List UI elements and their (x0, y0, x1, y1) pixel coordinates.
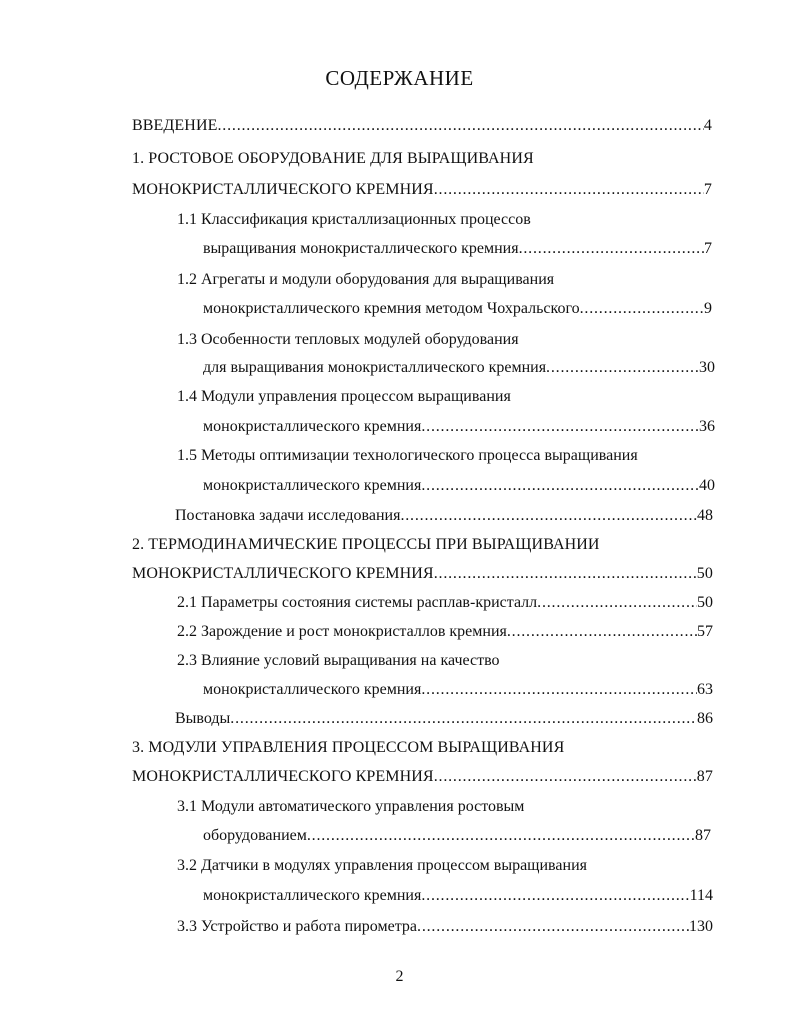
toc-entry-section-2-2 (177, 620, 713, 644)
toc-entry-text: 1. РОСТОВОЕ ОБОРУДОВАНИЕ ДЛЯ ВЫРАЩИВАНИЯ (132, 150, 534, 167)
toc-entry-page: 86 (697, 710, 713, 727)
toc-entry-chapter-1-heading (132, 147, 534, 171)
toc-entry-page: 130 (689, 918, 713, 935)
toc-leader-dots (421, 678, 697, 702)
toc-entry-page: 87 (696, 768, 713, 785)
toc-entry-section-3-1-heading (177, 795, 524, 819)
toc-entry-text: 1.5 Методы оптимизации технологического процесса выращивания (177, 447, 638, 464)
toc-entry-chapter-3 (132, 765, 713, 789)
toc-entry-section-1-4 (203, 415, 715, 439)
toc-entry-text: 2.2 Зарождение и рост монокристаллов кремния (177, 623, 507, 640)
toc-entry-text: МОНОКРИСТАЛЛИЧЕСКОГО КРЕМНИЯ (132, 181, 434, 198)
toc-entry-page: 63 (697, 681, 713, 698)
toc-entry-text: 1.3 Особенности тепловых модулей оборудования (177, 331, 519, 348)
toc-entry-text: монокристаллического кремния (203, 477, 422, 494)
toc-entry-text: 3.2 Датчики в модулях управления процессом выращивания (177, 857, 587, 874)
toc-entry-section-1-2 (203, 297, 712, 321)
toc-entry-text: 1.2 Агрегаты и модули оборудования для выращивания (177, 271, 555, 288)
toc-entry-page: 50 (697, 594, 713, 611)
toc-entry-section-1-1 (203, 237, 712, 261)
toc-leader-dots (507, 620, 697, 644)
toc-entry-page: 48 (697, 507, 713, 524)
toc-entry-page: 40 (699, 477, 715, 494)
toc-entry-text: монокристаллического кремния (203, 681, 422, 698)
toc-entry-text: 3.3 Устройство и работа пирометра (177, 918, 418, 935)
toc-entry-text: для выращивания монокристаллического кремния (203, 359, 547, 376)
page-title: СОДЕРЖАНИЕ (325, 66, 474, 90)
toc-entry-text: 3. МОДУЛИ УПРАВЛЕНИЯ ПРОЦЕССОМ ВЫРАЩИВАНИЯ (132, 739, 565, 756)
toc-entry-text: МОНОКРИСТАЛЛИЧЕСКОГО КРЕМНИЯ (132, 768, 434, 785)
toc-entry-section-3-2-heading (177, 854, 587, 878)
toc-leader-dots (434, 765, 697, 789)
toc-entry-text: монокристаллического кремния (203, 887, 422, 904)
toc-leader-dots (537, 591, 697, 615)
toc-entry-page: 114 (689, 887, 713, 904)
toc-entry-page: 50 (696, 565, 713, 582)
toc-entry-text: 1.1 Классификация кристаллизационных процессов (177, 211, 531, 228)
toc-entry-page: 87 (695, 827, 711, 844)
toc-entry-chapter-1 (132, 178, 712, 202)
toc-entry-page: 4 (703, 117, 712, 134)
toc-leader-dots (400, 504, 697, 528)
toc-entry-text: 2.1 Параметры состояния системы расплав-кристалл (177, 594, 538, 611)
toc-entry-section-3-3 (177, 915, 713, 939)
toc-entry-section-2-1 (177, 591, 713, 615)
toc-entry-text: монокристаллического кремния (203, 418, 422, 435)
toc-entry-section-1-3 (203, 356, 715, 380)
toc-leader-dots (417, 915, 689, 939)
toc-entry-page: 7 (704, 240, 712, 257)
toc-entry-text: выращивания монокристаллического кремния (203, 240, 519, 257)
toc-leader-dots (421, 415, 699, 439)
toc-entry-text: ВВЕДЕНИЕ (132, 117, 218, 134)
toc-entry-page: 9 (704, 300, 712, 317)
toc-entry-introduction (132, 114, 712, 138)
toc-entry-section-1-5-heading (177, 444, 638, 468)
page-number: 2 (395, 968, 404, 985)
toc-entry-text: Постановка задачи исследования (175, 507, 401, 524)
toc-leader-dots (580, 297, 704, 321)
toc-entry-section-1-3-heading (177, 328, 519, 352)
toc-entry-section-2-3 (203, 678, 713, 702)
toc-entry-section-2-3-heading (177, 649, 500, 673)
toc-entry-section-1-1-heading (177, 208, 531, 232)
toc-leader-dots (421, 884, 689, 908)
toc-entry-section-3-2 (203, 884, 713, 908)
toc-entry-text: Выводы (175, 710, 231, 727)
toc-entry-conclusions (175, 707, 713, 731)
toc-entry-chapter-3-heading (132, 736, 564, 760)
toc-entry-page: 57 (697, 623, 713, 640)
toc-entry-text: оборудованием (203, 827, 307, 844)
toc-entry-chapter-2 (132, 562, 713, 586)
toc-entry-text: 3.1 Модули автоматического управления ростовым (177, 798, 525, 815)
toc-leader-dots (218, 114, 704, 138)
toc-leader-dots (230, 707, 697, 731)
toc-entry-section-1-2-heading (177, 268, 554, 292)
toc-entry-page: 7 (703, 181, 712, 198)
toc-entry-problem-statement (175, 504, 713, 528)
toc-leader-dots (421, 474, 699, 498)
toc-entry-text: монокристаллического кремния методом Чохральского (203, 300, 580, 317)
toc-entry-text: 2.3 Влияние условий выращивания на качество (177, 652, 500, 669)
toc-leader-dots (519, 237, 704, 261)
toc-leader-dots (546, 356, 699, 380)
toc-entry-page: 36 (699, 418, 715, 435)
toc-entry-text: 1.4 Модули управления процессом выращивания (177, 388, 511, 405)
toc-entry-chapter-2-heading (132, 533, 600, 557)
toc-entry-section-1-4-heading (177, 385, 511, 409)
toc-leader-dots (434, 562, 697, 586)
toc-leader-dots (434, 178, 704, 202)
toc-entry-text: МОНОКРИСТАЛЛИЧЕСКОГО КРЕМНИЯ (132, 565, 434, 582)
toc-entry-page: 30 (699, 359, 715, 376)
toc-entry-section-3-1 (203, 824, 711, 848)
toc-entry-text: 2. ТЕРМОДИНАМИЧЕСКИЕ ПРОЦЕССЫ ПРИ ВЫРАЩИВАНИИ (132, 536, 600, 553)
toc-leader-dots (307, 824, 695, 848)
toc-entry-section-1-5 (203, 474, 715, 498)
